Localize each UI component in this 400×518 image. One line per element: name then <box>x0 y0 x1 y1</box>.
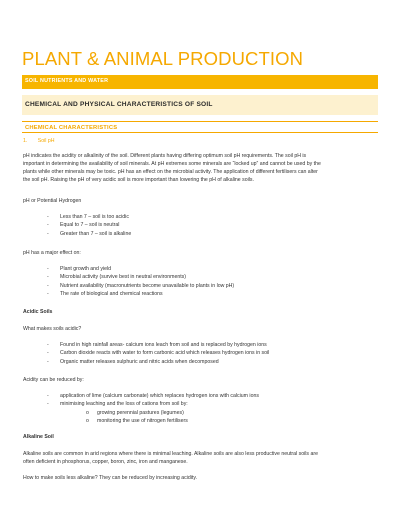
dash-bullet-icon: - <box>47 222 49 228</box>
reduce-label: Acidity can be reduced by: <box>23 377 84 383</box>
alkaline-heading: Alkaline Soil <box>23 434 54 440</box>
acidic-heading: Acidic Soils <box>23 309 53 315</box>
alkaline-line: often deficient in phosphorus, copper, boron, zinc, iron and manganese. <box>23 459 188 465</box>
intro-line: pH indicates the acidity or alkalinity of the soil. Different plants having differing optimum soil pH requirements. The soil pH is <box>23 153 307 159</box>
circle-bullet-icon: o <box>86 410 89 416</box>
topic-banner <box>22 95 378 115</box>
effect-item: Plant growth and yield <box>60 266 112 272</box>
dash-bullet-icon: - <box>47 342 49 348</box>
dash-bullet-icon: - <box>47 214 49 220</box>
circle-bullet-icon: o <box>86 418 89 424</box>
reduce-method-item: minimising leaching and the loss of cations from soil by: <box>60 401 188 407</box>
effect-item: Microbial activity (survive best in neutral environments) <box>60 274 186 280</box>
dash-bullet-icon: - <box>47 266 49 272</box>
ph-scale-item: Greater than 7 – soil is alkaline <box>60 231 132 237</box>
ph-label: pH or Potential Hydrogen <box>23 198 82 204</box>
topic-banner-label: CHEMICAL AND PHYSICAL CHARACTERISTICS OF SOIL <box>25 101 213 108</box>
subsection-heading <box>23 138 55 145</box>
unit-banner <box>22 75 378 89</box>
acidic-cause-item: Carbon dioxide reacts with water to form carbonic acid which releases hydrogen ions in soil <box>60 350 270 356</box>
dash-bullet-icon: - <box>47 359 49 365</box>
section-heading-label: CHEMICAL CHARACTERISTICS <box>25 124 118 131</box>
reduce-method-item: application of lime (calcium carbonate) which replaces hydrogen ions with calcium ions <box>60 393 259 399</box>
acidic-cause-item: Organic matter releases sulphuric and nitric acids when decomposed <box>60 359 219 365</box>
leaching-method-item: monitoring the use of nitrogen fertilisers <box>97 418 188 424</box>
intro-line: plants while other minerals may be toxic. pH has an effect on the microbial activity. The application of different fertilisers can alter <box>23 169 318 175</box>
effect-item: The rate of biological and chemical reactions <box>60 291 163 297</box>
page-title: PLANT & ANIMAL PRODUCTION <box>22 48 304 69</box>
subsection-number: 1. <box>23 138 28 144</box>
effect-item: Nutrient availability (macronutrients become unavailable to plants in low pH) <box>60 283 235 289</box>
unit-banner-label: SOIL NUTRIENTS AND WATER <box>25 78 109 84</box>
subsection-title: Soil pH <box>37 138 55 144</box>
section-heading <box>22 121 378 133</box>
dash-bullet-icon: - <box>47 274 49 280</box>
leaching-method-item: growing perennial pastures (legumes) <box>97 410 184 416</box>
alkaline-line: Alkaline soils are common in arid regions where there is minimal leaching. Alkaline soils are also less productive neutral soils are <box>23 451 318 457</box>
effect-label: pH has a major effect on: <box>23 250 81 256</box>
dash-bullet-icon: - <box>47 393 49 399</box>
intro-line: the soil pH. Raising the pH of very acidic soil is more important than lowering the pH of alkaline soils. <box>23 177 254 183</box>
ph-scale-item: Equal to 7 – soil is neutral <box>60 222 120 228</box>
dash-bullet-icon: - <box>47 291 49 297</box>
intro-line: important in determining the availability of soil minerals. At pH extremes some minerals are “locked up” and cannot be used by the <box>23 161 321 167</box>
alkaline-question: How to make soils less alkaline? They can be reduced by increasing acidity. <box>23 475 197 481</box>
dash-bullet-icon: - <box>47 350 49 356</box>
ph-scale-item: Less than 7 – soil is too acidic <box>60 214 129 220</box>
acidic-cause-item: Found in high rainfall areas- calcium ions leach from soil and is replaced by hydrogen ions <box>60 342 267 348</box>
dash-bullet-icon: - <box>47 401 49 407</box>
dash-bullet-icon: - <box>47 283 49 289</box>
acidic-question: What makes soils acidic? <box>23 326 82 332</box>
dash-bullet-icon: - <box>47 231 49 237</box>
